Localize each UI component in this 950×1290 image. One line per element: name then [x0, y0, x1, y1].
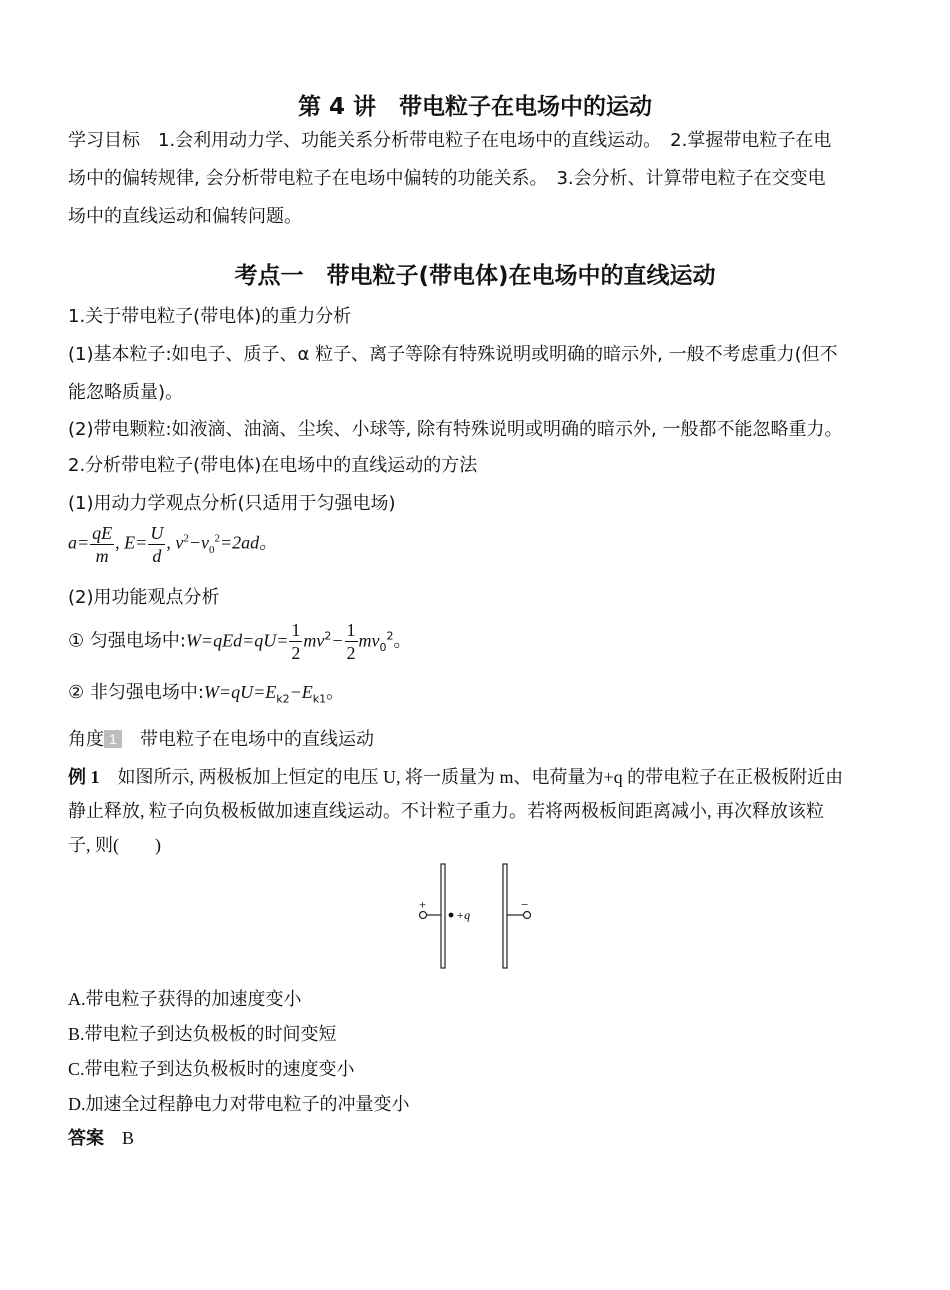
fraction-one-half: $\frac{1}{2}$ — [291, 620, 301, 663]
option-b: B.带电粒子到达负极板的时间变短 — [68, 1024, 337, 1044]
example-label: 例 1 — [68, 767, 100, 787]
option-c: C.带电粒子到达负极板时的速度变小 — [68, 1059, 355, 1079]
lecture-title: 第 4 讲 带电粒子在电场中的运动 — [297, 94, 653, 120]
charge-label: +q — [456, 908, 471, 922]
example-line-1: 例 1 如图所示, 两极板加上恒定的电压 U, 将一质量为 m、电荷量为+q 的带电粒子在正极板附近由 — [68, 767, 844, 787]
example-line-2: 静止释放, 粒子向负极板做加速直线运动。不计粒子重力。若将两极板间距离减小, 再次释放该粒 — [68, 801, 824, 821]
fraction-one-half-2: $\frac{1}{2}$ — [346, 620, 356, 663]
formula-dynamics: a= $\frac{qE}{m}$ , E= $\frac{U}{d}$ , $v^2-v_0^2=2ad$。 — [68, 523, 278, 566]
charged-particle — [449, 913, 454, 918]
section-title: 考点一 带电粒子(带电体)在电场中的直线运动 — [234, 263, 716, 289]
objectives-line-3: 场中的直线运动和偏转问题。 — [68, 206, 302, 227]
paragraph-basic-particles: (1)基本粒子:如电子、质子、α 粒子、离子等除有特殊说明或明确的暗示外, 一般不考虑重力(但不 — [68, 344, 838, 365]
formula-nonuniform-field: ② 非匀强电场中$:W=qU=E_{k2}-E_{k1}$。 — [68, 682, 345, 706]
angle-heading: 角度 1 带电粒子在电场中的直线运动 — [68, 729, 374, 750]
negative-plate — [503, 864, 507, 968]
angle-number-badge: 1 — [104, 730, 122, 748]
negative-terminal — [524, 912, 531, 919]
option-d: D.加速全过程静电力对带电粒子的冲量变小 — [68, 1094, 410, 1114]
paragraph-charged-granules: (2)带电颗粒:如液滴、油滴、尘埃、小球等, 除有特殊说明或明确的暗示外, 一般都不能忽略重力。 — [68, 419, 843, 440]
paragraph-method-heading: 2.分析带电粒子(带电体)在电场中的直线运动的方法 — [68, 455, 478, 476]
positive-terminal — [420, 912, 427, 919]
answer-value: B — [122, 1128, 135, 1148]
formula-uniform-field: ① 匀强电场中:W=qEd=qU= $\frac{1}{2}$ $mv^2-$ $\frac{1}{2}$ $mv_0^2$。 — [68, 620, 412, 663]
example-line-3: 子, 则( ) — [68, 835, 161, 855]
answer-label: 答案 — [68, 1128, 104, 1149]
minus-sign-label: − — [521, 897, 529, 912]
fraction-qe-over-m: $\frac{qE}{m}$ — [92, 523, 113, 566]
paragraph-gravity-heading: 1.关于带电粒子(带电体)的重力分析 — [68, 306, 352, 327]
plus-sign-label: + — [419, 897, 427, 912]
positive-plate — [441, 864, 445, 968]
option-a: A.带电粒子获得的加速度变小 — [68, 989, 302, 1009]
objectives-line-1: 学习目标 1.会利用动力学、功能关系分析带电粒子在电场中的直线运动。 2.掌握带电粒子在电 — [68, 130, 832, 151]
objectives-line-2: 场中的偏转规律, 会分析带电粒子在电场中偏转的功能关系。 3.会分析、计算带电粒子在交变电 — [68, 168, 826, 189]
capacitor-plates-diagram — [413, 862, 538, 974]
answer-line — [68, 1124, 888, 1150]
paragraph-dynamics: (1)用动力学观点分析(只适用于匀强电场) — [68, 493, 396, 514]
fraction-u-over-d: $\frac{U}{d}$ — [150, 523, 164, 566]
paragraph-basic-particles-cont: 能忽略质量)。 — [68, 382, 184, 403]
paragraph-energy: (2)用功能观点分析 — [68, 587, 220, 608]
